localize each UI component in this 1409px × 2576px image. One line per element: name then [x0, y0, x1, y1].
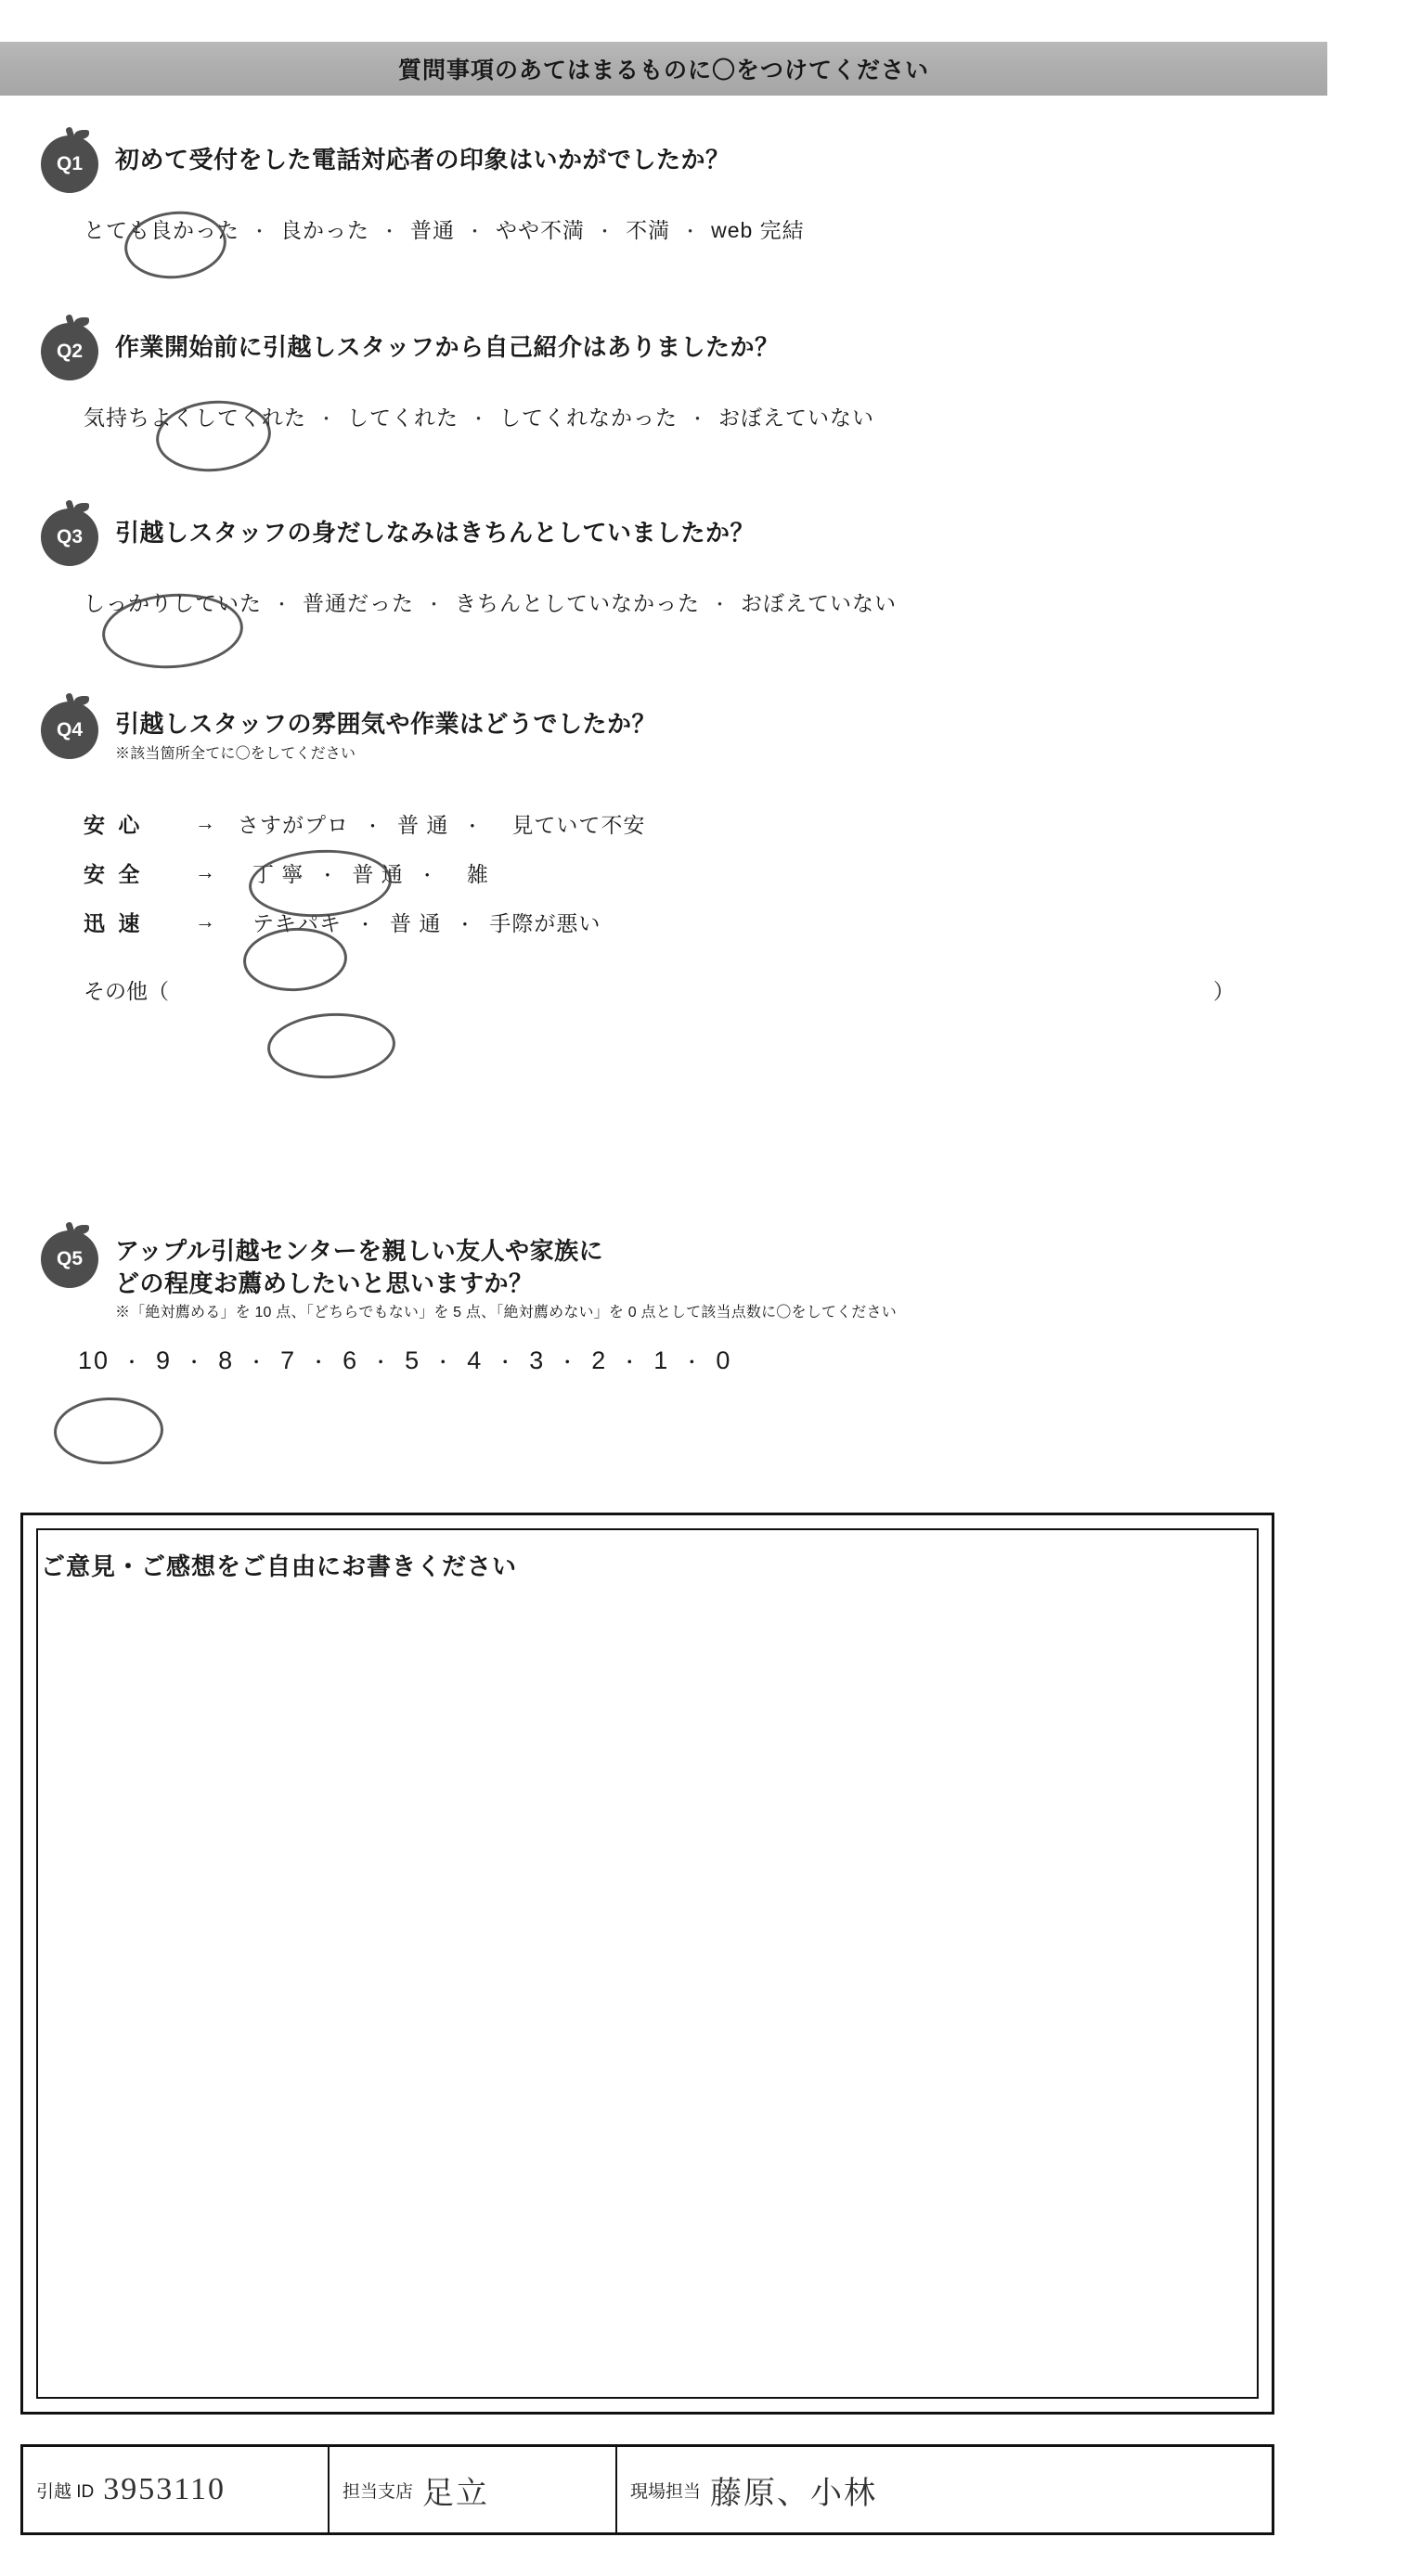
question-q2 — [41, 327, 1285, 431]
q5-score-1[interactable]: 1 — [653, 1346, 670, 1374]
q2-options — [84, 401, 1285, 431]
separator: ・ — [596, 223, 615, 242]
q5-badge: Q5 — [41, 1230, 98, 1288]
q3-head — [41, 512, 1285, 566]
q1-title: 初めて受付をした電話対応者の印象はいかがでしたか？ — [115, 146, 730, 174]
header-band — [0, 42, 1327, 96]
q5-score-7[interactable]: 7 — [280, 1346, 297, 1374]
q4-row-anzen — [84, 857, 1285, 888]
q5-score-2[interactable]: 2 — [591, 1346, 608, 1374]
q4-anshin-option-1[interactable]: 普 通 — [397, 812, 449, 837]
q2-option-1[interactable]: してくれた — [347, 406, 459, 430]
q4-row-anshin-options — [238, 808, 645, 839]
comment-label: ご意見・ご感想をご自由にお書きください — [41, 1552, 518, 1580]
q1-badge: Q1 — [41, 135, 98, 193]
q5-head — [41, 1234, 1285, 1322]
q4-anzen-option-2[interactable]: 雑 — [466, 861, 489, 886]
q5-score-3[interactable]: 3 — [529, 1346, 546, 1374]
q5-score-5[interactable]: 5 — [405, 1346, 421, 1374]
q5-score-4[interactable]: 4 — [467, 1346, 484, 1374]
q3-badge: Q3 — [41, 509, 98, 566]
q2-title: 作業開始前に引越しスタッフから自己紹介はありましたか？ — [115, 333, 780, 361]
footer-value-branch[interactable]: 足立 — [422, 2476, 490, 2511]
q5-title-line2: どの程度お薦めしたいと思いますか？ — [115, 1269, 534, 1297]
q4-jinsoku-option-0[interactable]: テキパキ — [252, 910, 342, 935]
q4-jinsoku-option-1[interactable]: 普 通 — [390, 910, 442, 935]
q5-score-8[interactable]: 8 — [218, 1346, 235, 1374]
separator: ・ — [309, 1353, 330, 1373]
q1-option-2[interactable]: 普通 — [410, 218, 456, 242]
separator: ・ — [433, 1353, 455, 1373]
separator: ・ — [681, 223, 701, 242]
q3-options — [84, 586, 1285, 617]
separator: ・ — [456, 915, 475, 935]
footer-table — [20, 2444, 1274, 2535]
q3-title: 引越しスタッフの身だしなみはきちんとしていましたか？ — [115, 519, 756, 547]
separator: ・ — [356, 915, 376, 935]
q4-anshin-option-0[interactable]: さすがプロ — [238, 812, 349, 837]
q5-note: ※「絶対薦める」を 10 点、「どちらでもない」を 5 点、「絶対薦めない」を 0 点として該当点数に〇をしてください — [115, 1305, 897, 1320]
q2-option-0[interactable]: 気持ちよくしてくれた — [84, 406, 306, 430]
separator: ・ — [123, 1353, 144, 1373]
q4-anzen-option-0[interactable]: 丁 寧 — [252, 861, 304, 886]
q3-option-0[interactable]: しっかりしていた — [84, 591, 262, 615]
q1-options — [84, 213, 1285, 244]
q3-option-3[interactable]: おぼえていない — [741, 591, 898, 615]
q5-score-10[interactable]: 10 — [78, 1346, 110, 1374]
q4-row-jinsoku-label: 迅 速 — [84, 910, 144, 935]
separator: ・ — [425, 596, 445, 615]
q2-head — [41, 327, 1285, 380]
q2-badge: Q2 — [41, 323, 98, 380]
separator: ・ — [620, 1353, 641, 1373]
q4-badge: Q4 — [41, 702, 98, 759]
footer-label-staff: 現場担当 — [630, 2481, 702, 2502]
separator: ・ — [470, 410, 489, 430]
footer-value-id[interactable]: 3953110 — [103, 2472, 226, 2506]
q4-row-jinsoku-options — [238, 907, 601, 937]
q4-jinsoku-option-2[interactable]: 手際が悪い — [489, 910, 601, 935]
q1-head — [41, 139, 1285, 193]
footer-field-branch — [330, 2447, 617, 2532]
footer-field-id — [23, 2447, 330, 2532]
q4-row-anshin — [84, 808, 1285, 839]
separator: ・ — [364, 817, 383, 837]
footer-label-id: 引越 ID — [36, 2481, 95, 2502]
q4-note: ※該当箇所全てに〇をしてください — [115, 745, 356, 762]
q1-option-1[interactable]: 良かった — [280, 218, 370, 242]
q4-row-anzen-label: 安 全 — [84, 861, 144, 886]
q4-other-row — [84, 974, 1234, 1005]
q4-row-jinsoku-arrow: → — [195, 909, 215, 933]
separator: ・ — [247, 1353, 268, 1373]
q4-anshin-option-2[interactable]: 見ていて不安 — [511, 812, 646, 837]
separator: ・ — [466, 223, 485, 242]
separator: ・ — [496, 1353, 517, 1373]
q4-row-anzen-options — [238, 857, 489, 888]
q5-score-9[interactable]: 9 — [156, 1346, 173, 1374]
q1-option-4[interactable]: 不満 — [626, 218, 671, 242]
separator: ・ — [711, 596, 730, 615]
q4-title: 引越しスタッフの雰囲気や作業はどうでしたか？ — [115, 710, 657, 738]
q1-option-0[interactable]: とても良かった — [84, 218, 239, 242]
comment-box[interactable] — [20, 1513, 1274, 2415]
q4-other-close[interactable]: ） — [1213, 978, 1234, 1003]
comment-input-area[interactable] — [36, 1528, 1259, 2399]
question-q5 — [41, 1234, 1285, 1375]
q4-anzen-option-1[interactable]: 普 通 — [352, 861, 404, 886]
q5-title-line1: アップル引越センターを親しい友人や家族に — [115, 1237, 604, 1265]
separator: ・ — [418, 866, 437, 886]
q4-row-anshin-arrow: → — [195, 811, 215, 834]
separator: ・ — [185, 1353, 206, 1373]
question-q4 — [41, 705, 1285, 1005]
separator: ・ — [371, 1353, 393, 1373]
separator: ・ — [318, 866, 338, 886]
separator: ・ — [381, 223, 400, 242]
separator: ・ — [463, 817, 483, 837]
q5-score-6[interactable]: 6 — [343, 1346, 359, 1374]
page-title: 質問事項のあてはまるものに〇をつけてください — [397, 58, 929, 84]
footer-value-staff[interactable]: 藤原、小林 — [710, 2476, 878, 2511]
footer-field-staff — [617, 2447, 1272, 2532]
q5-selected-mark — [53, 1396, 164, 1466]
q5-score-0[interactable]: 0 — [716, 1346, 732, 1374]
separator: ・ — [558, 1353, 579, 1373]
q4-head — [41, 705, 1285, 764]
q1-option-5[interactable]: web 完結 — [711, 218, 805, 242]
separator: ・ — [317, 410, 337, 430]
question-q3 — [41, 512, 1285, 617]
q4-row-anshin-label: 安 心 — [84, 812, 144, 837]
q3-option-2[interactable]: きちんとしていなかった — [455, 591, 701, 615]
q4-other-label: その他（ — [84, 978, 169, 1003]
q5-scale — [78, 1346, 1285, 1375]
q3-option-1[interactable]: 普通だった — [303, 591, 415, 615]
q4-jinsoku-selected-mark — [265, 1010, 396, 1081]
q1-option-3[interactable]: やや不満 — [496, 218, 586, 242]
separator: ・ — [273, 596, 292, 615]
footer-label-branch: 担当支店 — [343, 2481, 414, 2502]
q2-option-3[interactable]: おぼえていない — [718, 406, 875, 430]
question-q1 — [41, 139, 1285, 244]
separator: ・ — [251, 223, 270, 242]
separator: ・ — [689, 410, 708, 430]
q4-row-jinsoku — [84, 907, 1285, 937]
q4-row-anzen-arrow: → — [195, 860, 215, 883]
separator: ・ — [682, 1353, 704, 1373]
q2-option-2[interactable]: してくれなかった — [499, 406, 679, 430]
